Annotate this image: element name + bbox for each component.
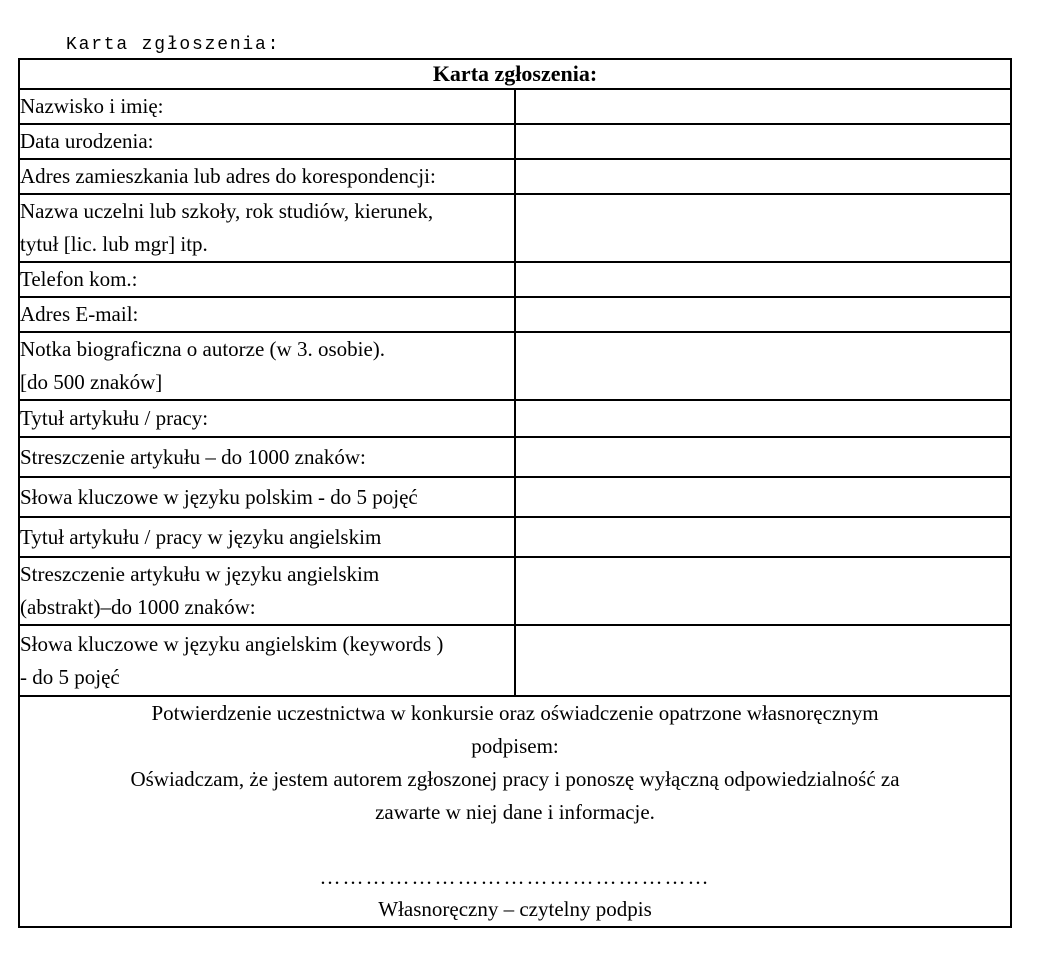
value-cell-streszczenie [515, 437, 1011, 477]
declaration-text: zawarte w niej dane i informacje. [375, 800, 655, 824]
label-cell-notka [19, 332, 515, 400]
label-cell-slowa-kluczowe-pl [19, 477, 515, 517]
value-cell-uczelnia [515, 194, 1011, 262]
signature-caption: Własnoręczny – czytelny podpis [378, 897, 652, 921]
value-cell-slowa-kluczowe-pl [515, 477, 1011, 517]
table-row [19, 625, 1011, 696]
row-label: Notka biograficzna o autorze (w 3. osobie). [20, 337, 386, 361]
label-cell-tytul [19, 400, 515, 437]
table-header-row [19, 59, 1011, 89]
row-label: Adres E-mail: [20, 302, 139, 326]
label-cell-adres [19, 159, 515, 194]
value-cell-data-urodzenia [515, 124, 1011, 159]
table-row [19, 557, 1011, 625]
declaration-row [19, 696, 1011, 927]
label-cell-data-urodzenia [19, 124, 515, 159]
declaration-cell [19, 696, 1011, 927]
declaration-text: podpisem: [471, 734, 559, 758]
table-title: Karta zgłoszenia: [19, 59, 1011, 89]
table-row [19, 159, 1011, 194]
label-cell-nazwisko [19, 89, 515, 124]
signature-dotted-line: …………………………………………… [319, 865, 711, 889]
value-cell-email [515, 297, 1011, 332]
spacer [20, 829, 1010, 862]
row-label-line2: - do 5 pojęć [20, 664, 120, 689]
row-label: Streszczenie artykułu – do 1000 znaków: [20, 444, 366, 469]
table-row [19, 517, 1011, 557]
table-row [19, 332, 1011, 400]
row-label: Słowa kluczowe w języku polskim - do 5 pojęć [20, 484, 418, 509]
value-cell-slowa-kluczowe-en [515, 625, 1011, 696]
value-cell-tytul [515, 400, 1011, 437]
table-row [19, 437, 1011, 477]
label-cell-uczelnia [19, 194, 515, 262]
row-label: Adres zamieszkania lub adres do korespondencji: [20, 164, 436, 188]
row-label: Tytuł artykułu / pracy w języku angielskim [20, 524, 382, 549]
row-label: Telefon kom.: [20, 267, 138, 291]
value-cell-adres [515, 159, 1011, 194]
table-row [19, 262, 1011, 297]
row-label-line2: tytuł [lic. lub mgr] itp. [20, 232, 208, 256]
table-row [19, 477, 1011, 517]
table-row [19, 400, 1011, 437]
label-cell-streszczenie [19, 437, 515, 477]
label-cell-slowa-kluczowe-en [19, 625, 515, 696]
row-label: Tytuł artykułu / pracy: [20, 406, 209, 430]
declaration-text: Potwierdzenie uczestnictwa w konkursie oraz oświadczenie opatrzone własnoręcznym [151, 701, 879, 725]
row-label-line2: (abstrakt)–do 1000 znaków: [20, 595, 256, 619]
registration-form-table [18, 58, 1012, 928]
row-label: Nazwa uczelni lub szkoły, rok studiów, kierunek, [20, 199, 434, 223]
row-label: Nazwisko i imię: [20, 94, 164, 118]
label-cell-tytul-en [19, 517, 515, 557]
row-label: Data urodzenia: [20, 129, 154, 153]
label-cell-streszczenie-en [19, 557, 515, 625]
value-cell-tytul-en [515, 517, 1011, 557]
table-row [19, 194, 1011, 262]
declaration-text: Oświadczam, że jestem autorem zgłoszonej pracy i ponoszę wyłączną odpowiedzialność za [130, 767, 900, 791]
value-cell-nazwisko [515, 89, 1011, 124]
table-row [19, 297, 1011, 332]
row-label-line2: [do 500 znaków] [20, 370, 163, 394]
label-cell-telefon [19, 262, 515, 297]
label-cell-email [19, 297, 515, 332]
document-caption: Karta zgłoszenia: [66, 35, 281, 55]
value-cell-notka [515, 332, 1011, 400]
value-cell-streszczenie-en [515, 557, 1011, 625]
table-row [19, 124, 1011, 159]
row-label: Słowa kluczowe w języku angielskim (keywords ) [20, 631, 444, 656]
value-cell-telefon [515, 262, 1011, 297]
row-label: Streszczenie artykułu w języku angielskim [20, 562, 380, 586]
table-row [19, 89, 1011, 124]
